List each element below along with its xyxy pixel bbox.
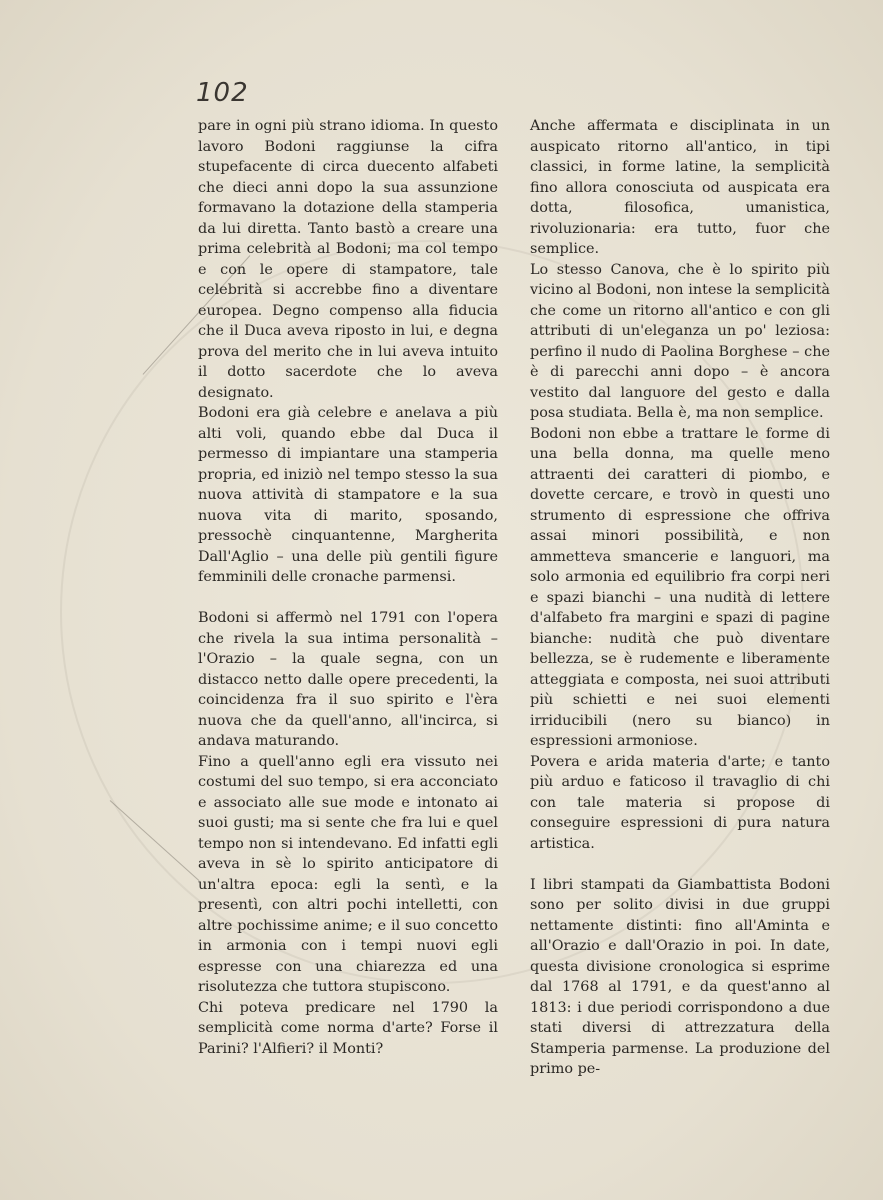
left-text-column (198, 116, 498, 1059)
paragraph: Bodoni non ebbe a trattare le forme di una bella donna, ma quelle meno attraenti dei caratteri di piombo, e dovette cercare, e trovò in questi uno strumento di espressione che offriva assai minori possibilità, e non ammetteva smancerie e languori, ma solo armonia ed equilibrio fra corpi neri e spazi bianchi – una nudità di lettere d'alfabeto fra margini e spazi di pagine bianche: nudità che può diventare bellezza, se è rudemente e liberamente atteggiata e composta, nei suoi attributi più schietti e nei suoi elementi irriducibili (nero su bianco) in espressioni armoniose. (530, 425, 830, 749)
paragraph-gap (530, 854, 830, 875)
paragraph: pare in ogni più strano idioma. In questo lavoro Bodoni raggiunse la cifra stupefacente di circa duecento alfabeti che dieci anni dopo la sua assunzione formavano la dotazione della stamperia da lui diretta. Tanto bastò a creare una prima celebrità al Bodoni; ma col tempo e con le opere di stampatore, tale celebrità si accrebbe fino a diventare europea. Degno compenso alla fiducia che il Duca aveva riposto in lui, e degna prova del merito che in lui aveva intuito il dotto sacerdote che lo aveva designato. (198, 118, 498, 401)
paper-crease (110, 800, 200, 881)
paragraph: Povera e arida materia d'arte; e tanto più arduo e faticoso il travaglio di chi con tale materia si propose di conseguire espressioni di pura natura artistica. (530, 753, 830, 852)
paragraph: Anche affermata e disciplinata in un auspicato ritorno all'antico, in tipi classici, in forme latine, la semplicità fino allora conosciuta od auspicata era dotta, filosofica, umanistica, rivoluzionaria: era tutto, fuor che semplice. (530, 118, 830, 257)
paragraph: I libri stampati da Giambattista Bodoni sono per solito divisi in due gruppi nettamente distinti: fino all'Aminta e all'Orazio e dall'Orazio in poi. In date, questa divisione cronologica si esprime dal 1768 al 1791, e da quest'anno al 1813: i due periodi corrispondono a due stati diversi di attrezzatura della Stamperia parmense. La produzione del primo pe- (530, 876, 830, 1077)
paragraph: Chi poteva predicare nel 1790 la semplicità come norma d'arte? Forse il Parini? l'Alfieri? il Monti? (198, 999, 498, 1057)
paragraph-gap (198, 588, 498, 609)
paragraph: Fino a quell'anno egli era vissuto nei costumi del suo tempo, si era acconciato e associato alle sue mode e intonato ai suoi gusti; ma si sente che fra lui e quel tempo non si intendevano. Ed infatti egli aveva in sè lo spirito anticipatore di un'altra epoca: egli la sentì, e la presentì, con altri pochi intelletti, con altre pochissime anime; e il suo concetto in armonia con i tempi nuovi egli espresse con una chiarezza ed una risolutezza che tuttora stupiscono. (198, 753, 498, 995)
paragraph: Bodoni era già celebre e anelava a più alti voli, quando ebbe dal Duca il permesso di impiantare una stamperia propria, ed iniziò nel tempo stesso la sua nuova attività di stampatore e la sua nuova vita di marito, sposando, pressochè cinquantenne, Margherita Dall'Aglio – una delle più gentili figure femminili delle cronache parmensi. (198, 405, 498, 585)
paragraph: Lo stesso Canova, che è lo spirito più vicino al Bodoni, non intese la semplicità che come un ritorno all'antico e con gli attributi di un'eleganza un po' leziosa: perfino il nudo di Paolina Borghese – che è di parecchi anni dopo – è ancora vestito dal languore del gesto e dalla posa studiata. Bella è, ma non semplice. (530, 261, 830, 421)
page-number: 102 (196, 78, 249, 108)
right-text-column (530, 116, 830, 1080)
paragraph: Bodoni si affermò nel 1791 con l'opera che rivela la sua intima personalità – l'Orazio – la quale segna, con un distacco netto dalle opere precedenti, la coincidenza fra il suo spirito e l'èra nuova che da quell'anno, all'incirca, si andava maturando. (198, 610, 498, 749)
